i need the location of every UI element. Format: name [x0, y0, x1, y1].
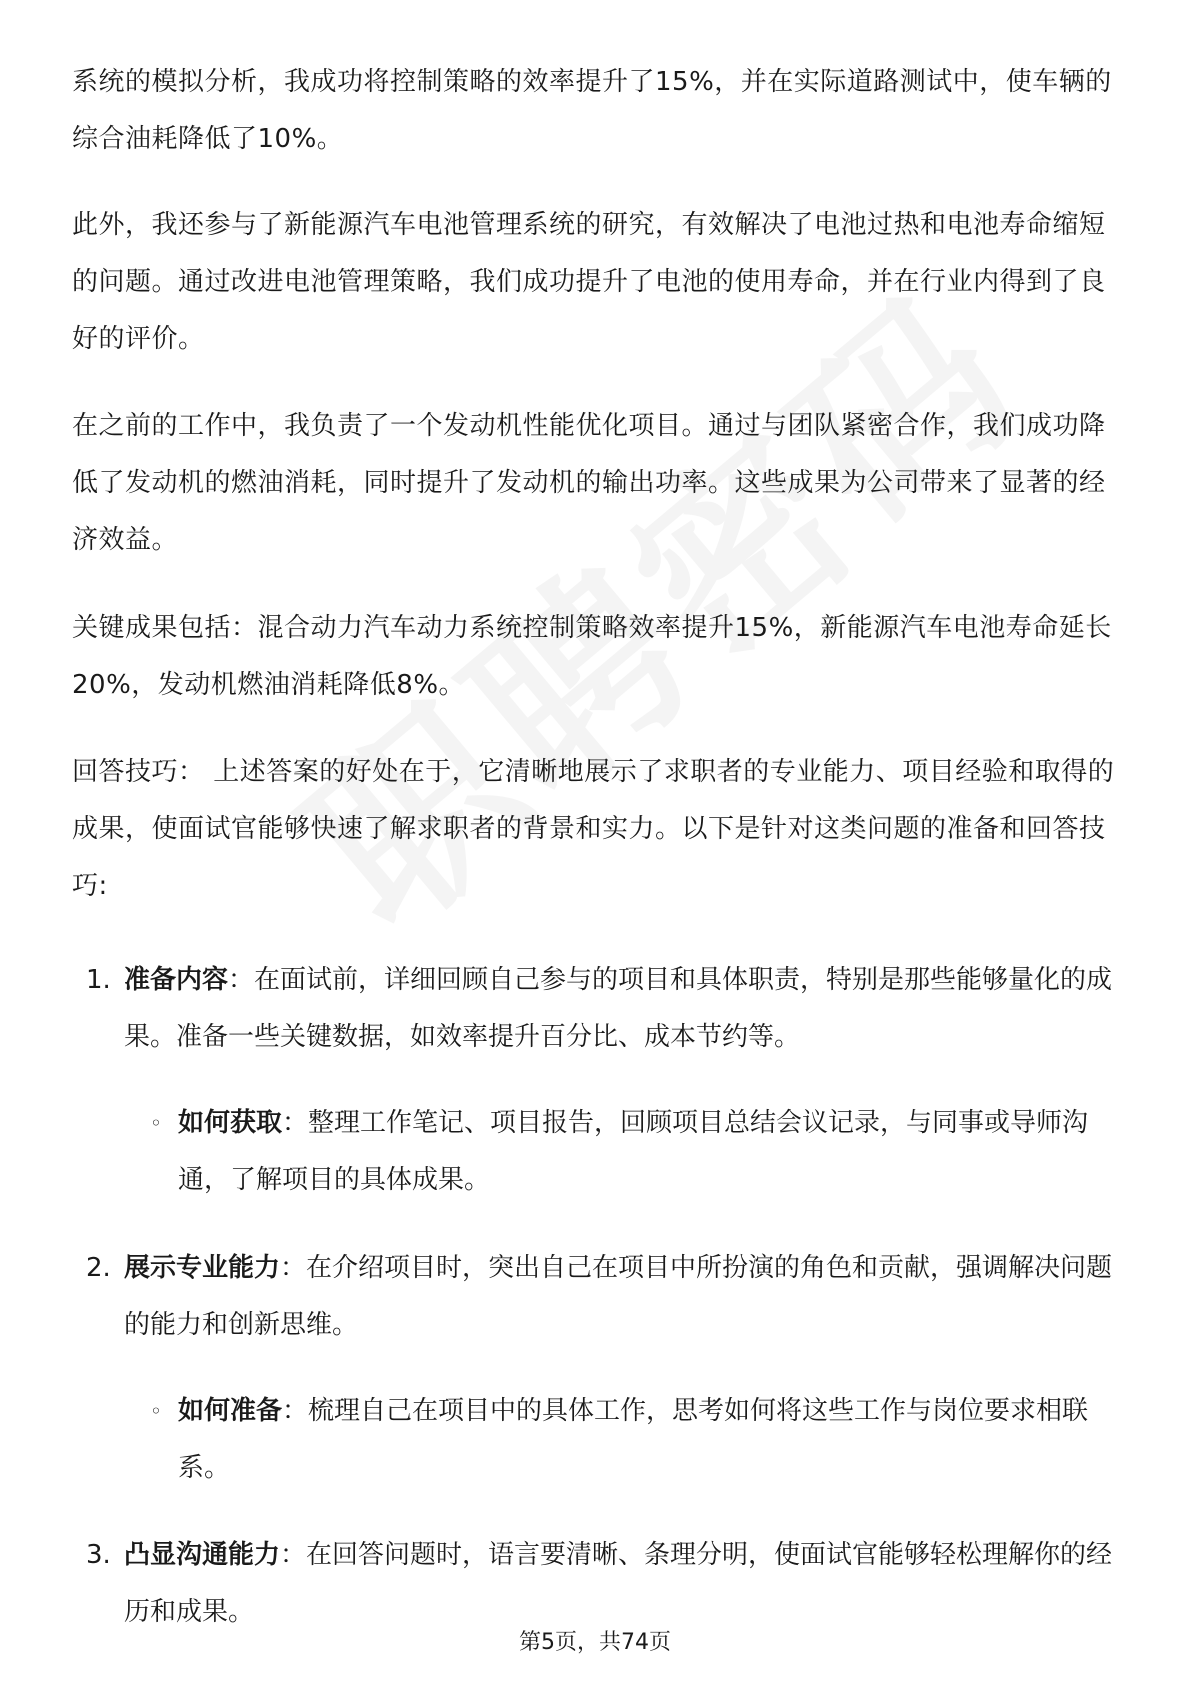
hollow-bullet-icon: ◦	[150, 1399, 162, 1423]
sub-item-text: ：梳理自己在项目中的具体工作，思考如何将这些工作与岗位要求相联系。	[178, 1396, 1089, 1483]
list-item-title: 准备内容	[124, 965, 229, 995]
list-item-body	[124, 952, 1124, 1066]
list-item-text: ：在面试前，详细回顾自己参与的项目和具体职责，特别是那些能够量化的成果。准备一些关键数据，如效率提升百分比、成本节约等。	[124, 965, 1113, 1052]
list-number: 1.	[86, 965, 111, 995]
sub-item-body	[178, 1095, 1118, 1209]
list-item-title: 展示专业能力	[124, 1253, 281, 1283]
hollow-bullet-icon: ◦	[150, 1111, 162, 1135]
list-item-text: ：在介绍项目时，突出自己在项目中所扮演的角色和贡献，强调解决问题的能力和创新思维。	[124, 1253, 1113, 1340]
sub-item-title: 如何准备	[178, 1396, 283, 1426]
sub-item-text: ：整理工作笔记、项目报告，回顾项目总结会议记录，与同事或导师沟通，了解项目的具体成果。	[178, 1108, 1089, 1195]
paragraph-simulation-results: 系统的模拟分析，我成功将控制策略的效率提升了15%，并在实际道路测试中，使车辆的综合油耗降低了10%。	[72, 67, 1112, 154]
sub-item-title: 如何获取	[178, 1108, 283, 1138]
paragraph-answer-tips: 回答技巧： 上述答案的好处在于，它清晰地展示了求职者的专业能力、项目经验和取得的成果，使面试官能够快速了解求职者的背景和实力。以下是针对这类问题的准备和回答技巧:	[72, 757, 1115, 901]
list-item-title: 凸显沟通能力	[124, 1540, 281, 1570]
list-item-body	[124, 1527, 1124, 1641]
sub-item-body	[178, 1383, 1118, 1497]
list-number: 3.	[86, 1540, 111, 1570]
paragraph-key-results: 关键成果包括：混合动力汽车动力系统控制策略效率提升15%，新能源汽车电池寿命延长20%，发动机燃油消耗降低8%。	[72, 613, 1112, 700]
page-number-footer: 第5页，共74页	[519, 1630, 671, 1655]
list-item-body	[124, 1240, 1124, 1354]
list-number: 2.	[86, 1253, 111, 1283]
paragraph-engine-project: 在之前的工作中，我负责了一个发动机性能优化项目。通过与团队紧密合作，我们成功降低了发动机的燃油消耗，同时提升了发动机的输出功率。这些成果为公司带来了显著的经济效益。	[72, 411, 1106, 555]
list-item-text: ：在回答问题时，语言要清晰、条理分明，使面试官能够轻松理解你的经历和成果。	[124, 1540, 1113, 1627]
paragraph-battery-research: 此外，我还参与了新能源汽车电池管理系统的研究，有效解决了电池过热和电池寿命缩短的问题。通过改进电池管理策略，我们成功提升了电池的使用寿命，并在行业内得到了良好的评价。	[72, 210, 1106, 354]
